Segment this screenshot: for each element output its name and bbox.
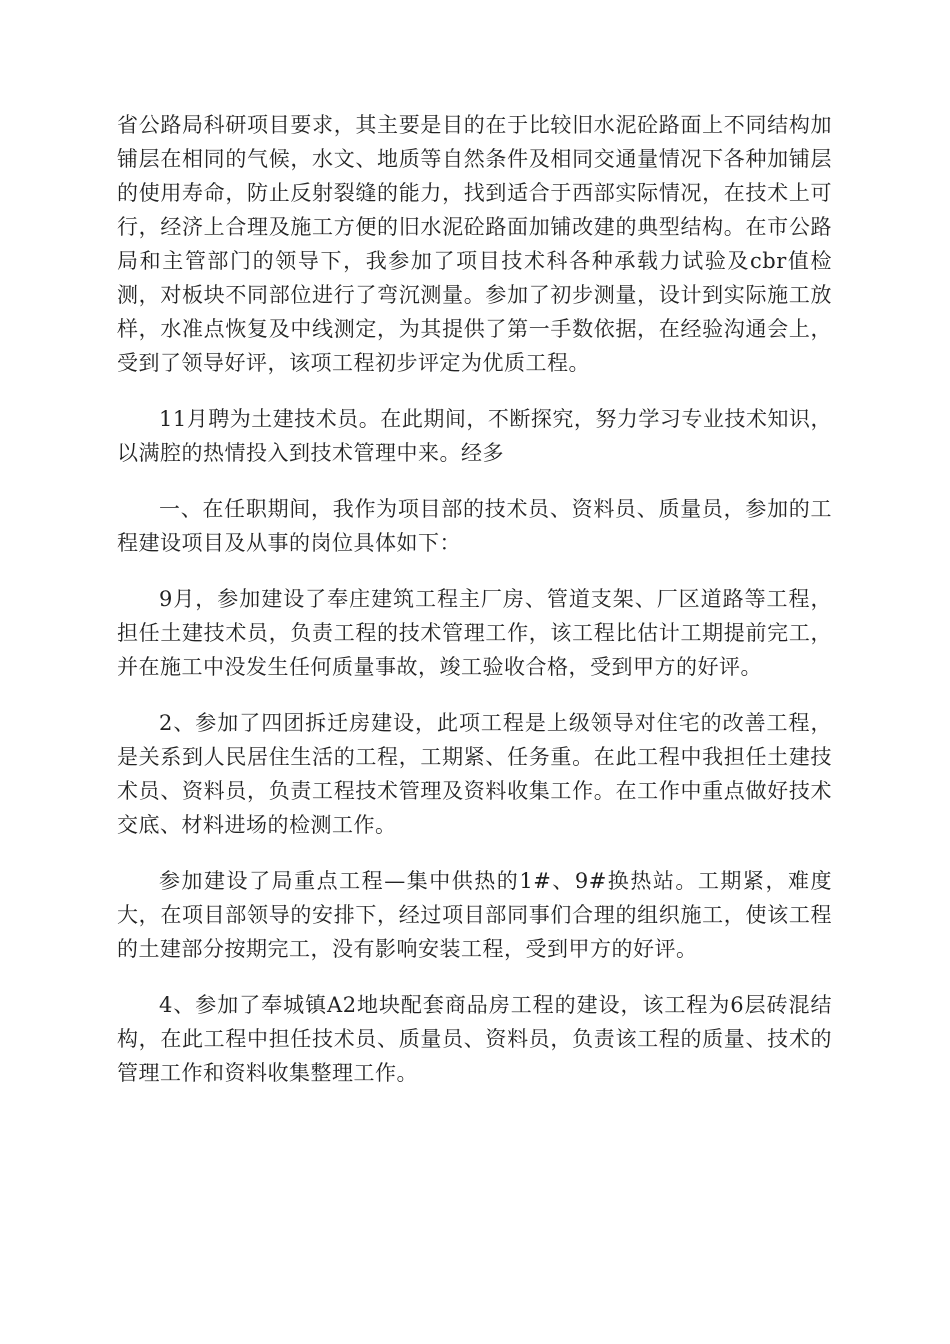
paragraph-fengzhuang-project: 9月，参加建设了奉庄建筑工程主厂房、管道支架、厂区道路等工程，担任土建技术员，负责工程的技术管理工作，该工程比估计工期提前完工，并在施工中没发生任何质量事故，竣工验收合格，受到甲方的好评。: [117, 587, 832, 679]
document-body: [117, 108, 832, 1112]
paragraph-heating-station: 参加建设了局重点工程—集中供热的1#、9#换热站。工期紧，难度大，在项目部领导的安排下，经过项目部同事们合理的组织施工，使该工程的土建部分按期完工，没有影响安装工程，受到甲方的好评。: [117, 869, 832, 961]
paragraph-technician-appointment: 11月聘为土建技术员。在此期间，不断探究，努力学习专业技术知识，以满腔的热情投入到技术管理中来。经多: [117, 407, 832, 465]
paragraph-research-project: 省公路局科研项目要求，其主要是目的在于比较旧水泥砼路面上不同结构加铺层在相同的气候，水文、地质等自然条件及相同交通量情况下各种加铺层的使用寿命，防止反射裂缝的能力，找到适合于西部实际情况，在技术上可行，经济上合理及施工方便的旧水泥砼路面加铺改建的典型结构。在市公路局和主管部门的领导下，我参加了项目技术科各种承载力试验及cbr值检测，对板块不同部位进行了弯沉测量。参加了初步测量，设计到实际施工放样，水准点恢复及中线测定，为其提供了第一手数依据，在经验沟通会上，受到了领导好评，该项工程初步评定为优质工程。: [117, 113, 832, 375]
paragraph-relocation-housing: 2、参加了四团拆迁房建设，此项工程是上级领导对住宅的改善工程，是关系到人民居住生活的工程，工期紧、任务重。在此工程中我担任土建技术员、资料员，负责工程技术管理及资料收集工作。在工作中重点做好技术交底、材料进场的检测工作。: [117, 711, 832, 837]
paragraph-fengcheng-housing: 4、参加了奉城镇A2地块配套商品房工程的建设，该工程为6层砖混结构，在此工程中担任技术员、质量员、资料员，负责该工程的质量、技术的管理工作和资料收集整理工作。: [117, 993, 832, 1085]
paragraph-positions-intro: 一、在任职期间，我作为项目部的技术员、资料员、质量员，参加的工程建设项目及从事的岗位具体如下：: [117, 497, 832, 555]
